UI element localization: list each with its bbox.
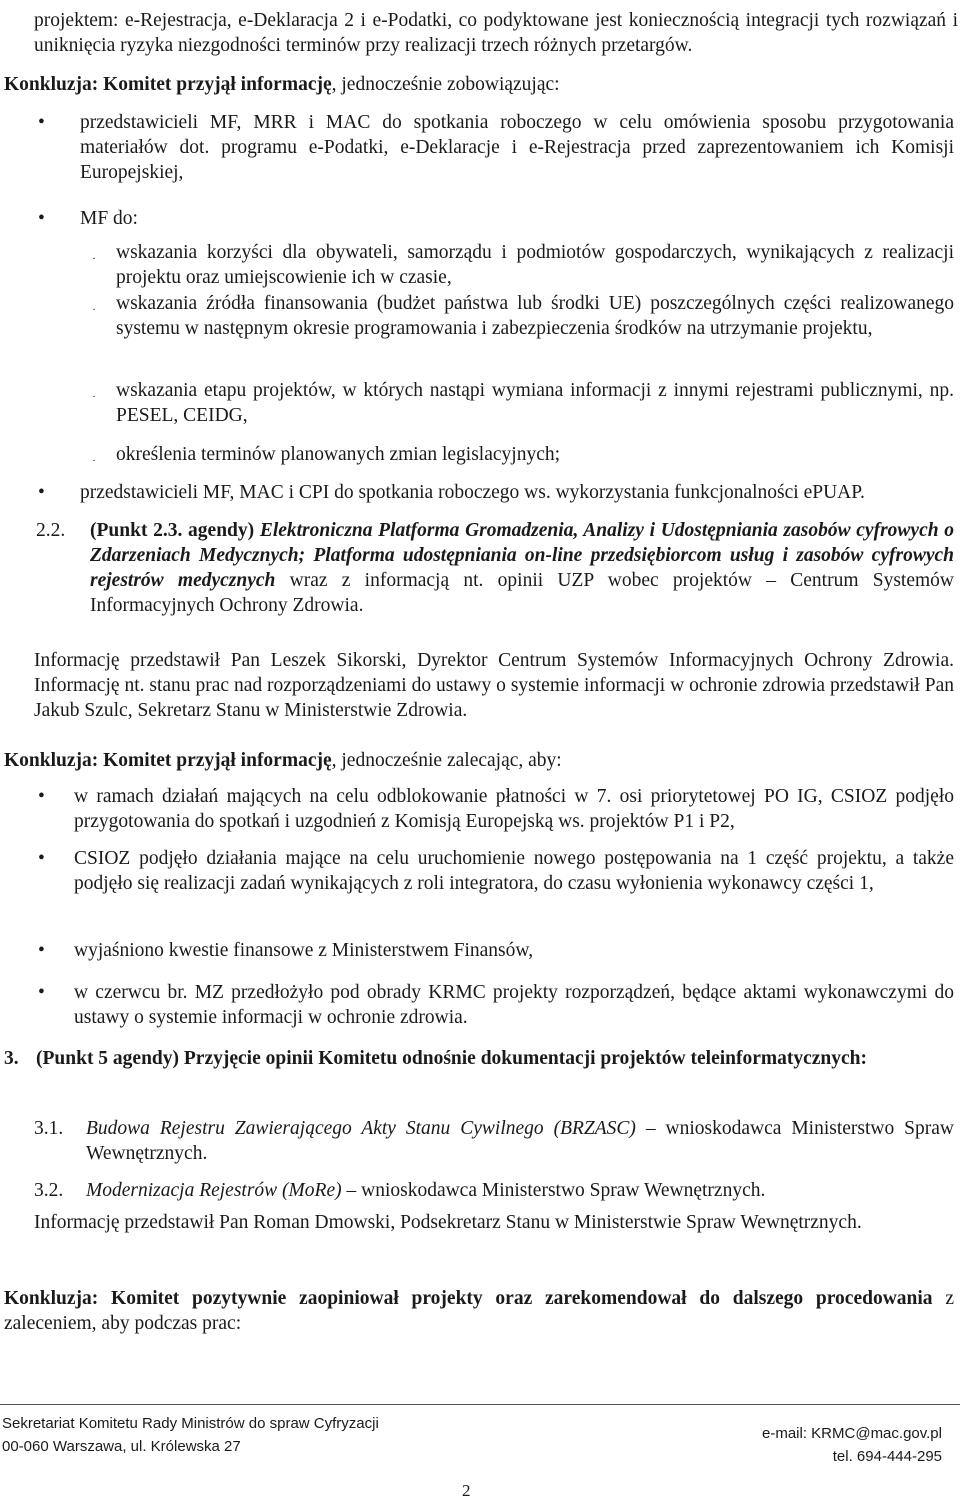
bullet-marker: • — [38, 482, 45, 503]
intro-paragraph: projektem: e-Rejestracja, e-Deklaracja 2 i e-Podatki, co podyktowane jest koniecznością integracji tych rozwiązań i uniknięcia ryzyka niezgodności terminów przy realizacji trzech różnych przetargów. — [34, 10, 958, 56]
footer-address: 00-060 Warszawa, ul. Królewska 27 — [2, 1438, 241, 1455]
footer-email: e-mail: KRMC@mac.gov.pl — [762, 1425, 942, 1442]
section-3-number: 3. — [4, 1048, 19, 1069]
c1-sub-item-1: wskazania korzyści dla obywateli, samorządu i podmiotów gospodarczych, wynikających z realizacji projektu oraz umiejscowienie ich w czasie, — [116, 242, 954, 288]
section-2-2-title: Elektroniczna Platforma Gromadzenia, Analizy i Udostępniania zasobów cyfrowych o Zdarzeniach Medycznych; Platforma udostępniania on-line przedsiębiorcom usług i zasobów cyfrowych rejestrów medycznych — [90, 520, 954, 591]
sub-item-marker: · — [92, 453, 96, 467]
conclusion-1-label: Konkluzja: Komitet przyjął informację — [4, 74, 332, 95]
sub-item-marker: · — [92, 302, 96, 316]
bullet-marker: • — [38, 208, 45, 229]
c1-bullet-2: MF do: — [80, 208, 138, 229]
conclusion-3 — [4, 1286, 954, 1336]
c2-bullet-1: w ramach działań mających na celu odblokowanie płatności w 7. osi priorytetowej PO IG, CSIOZ podjęło przygotowania do spotkań i uzgodnień z Komisją Europejską ws. projektów P1 i P2, — [74, 786, 954, 832]
c2-bullet-4: w czerwcu br. MZ przedłożyło pod obrady KRMC projekty rozporządzeń, będące aktami wykonawczymi do ustawy o systemie informacji w ochronie zdrowia. — [74, 982, 954, 1028]
bullet-marker: • — [38, 848, 45, 869]
c1-bullet-1: przedstawicieli MF, MRR i MAC do spotkania roboczego w celu omówienia sposobu przygotowania materiałów dot. programu e-Podatki, e-Deklaracje i e-Rejestracja przed zaprezentowaniem ich Komisji Europejskiej, — [80, 112, 954, 183]
c2-bullet-2: CSIOZ podjęło działania mające na celu uruchomienie nowego postępowania na 1 część projektu, a także podjęło się realizacji zadań wynikających z roli integratora, do czasu wyłonienia wykonawcy części 1, — [74, 848, 954, 894]
bullet-marker: • — [38, 786, 45, 807]
item-3-1-rest: – wnioskodawca Ministerstwo Spraw Wewnętrznych. — [86, 1118, 954, 1164]
bullet-marker: • — [38, 982, 45, 1003]
section-2-2-heading — [90, 518, 954, 618]
conclusion-2 — [4, 748, 954, 773]
footer-tel: tel. 694-444-295 — [832, 1448, 942, 1465]
footer-right — [762, 1422, 942, 1468]
item-3-2 — [86, 1178, 954, 1203]
section-2-2-rest: wraz z informacją nt. opinii UZP wobec projektów – Centrum Systemów Informacyjnych Ochrony Zdrowia. — [90, 570, 954, 616]
sub-item-marker: · — [92, 251, 96, 265]
c1-sub-item-3: wskazania etapu projektów, w których nastąpi wymiana informacji z innymi rejestrami publicznymi, np. PESEL, CEIDG, — [116, 380, 954, 426]
bullet-marker: • — [38, 112, 45, 133]
conclusion-2-text: , jednocześnie zalecając, aby: — [331, 750, 562, 771]
item-3-1-title: Budowa Rejestru Zawierającego Akty Stanu Cywilnego (BRZASC) — [86, 1118, 636, 1139]
footer-left — [2, 1412, 379, 1458]
conclusion-1-text: , jednocześnie zobowiązując: — [331, 74, 560, 95]
section-3-heading: (Punkt 5 agendy) Przyjęcie opinii Komitetu odnośnie dokumentacji projektów teleinformatycznych: — [36, 1048, 868, 1069]
bullet-marker: • — [38, 940, 45, 961]
item-3-1 — [86, 1116, 954, 1166]
sub-item-marker: · — [92, 389, 96, 403]
section-2-2-ref: (Punkt 2.3. agendy) — [90, 520, 255, 541]
c1-bullet-3: przedstawicieli MF, MAC i CPI do spotkania roboczego ws. wykorzystania funkcjonalności ePUAP. — [80, 482, 865, 503]
conclusion-1 — [4, 72, 954, 97]
section-2-2-number: 2.2. — [36, 520, 66, 541]
conclusion-3-label: Konkluzja: Komitet pozytywnie zaopiniował projekty oraz zarekomendował do dalszego procedowania — [4, 1288, 933, 1309]
item-3-2-number: 3.2. — [34, 1180, 64, 1201]
footer-org: Sekretariat Komitetu Rady Ministrów do spraw Cyfryzacji — [2, 1415, 379, 1432]
section-3-paragraph: Informację przedstawił Pan Roman Dmowski, Podsekretarz Stanu w Ministerstwie Spraw Wewnętrznych. — [34, 1212, 862, 1233]
section-2-2-paragraph: Informację przedstawił Pan Leszek Sikorski, Dyrektor Centrum Systemów Informacyjnych Ochrony Zdrowia. Informację nt. stanu prac nad rozporządzeniami do ustawy o systemie informacji w ochronie zdrowia przedstawił Pan Jakub Szulc, Sekretarz Stanu w Ministerstwie Zdrowia. — [34, 650, 954, 721]
conclusion-3-text: z zaleceniem, aby podczas prac: — [4, 1288, 954, 1334]
item-3-2-rest: – wnioskodawca Ministerstwo Spraw Wewnętrznych. — [341, 1180, 766, 1201]
page-number: 2 — [462, 1481, 471, 1500]
c1-sub-item-2: wskazania źródła finansowania (budżet państwa lub środki UE) poszczególnych części realizowanego systemu w następnym okresie programowania i zabezpieczenia środków na utrzymanie projektu, — [116, 293, 954, 339]
item-3-1-number: 3.1. — [34, 1118, 64, 1139]
c1-sub-item-4: określenia terminów planowanych zmian legislacyjnych; — [116, 444, 561, 465]
conclusion-2-label: Konkluzja: Komitet przyjął informację — [4, 750, 332, 771]
item-3-2-title: Modernizacja Rejestrów (MoRe) — [86, 1180, 342, 1201]
footer-divider — [0, 1404, 960, 1405]
c2-bullet-3: wyjaśniono kwestie finansowe z Ministerstwem Finansów, — [74, 940, 534, 961]
